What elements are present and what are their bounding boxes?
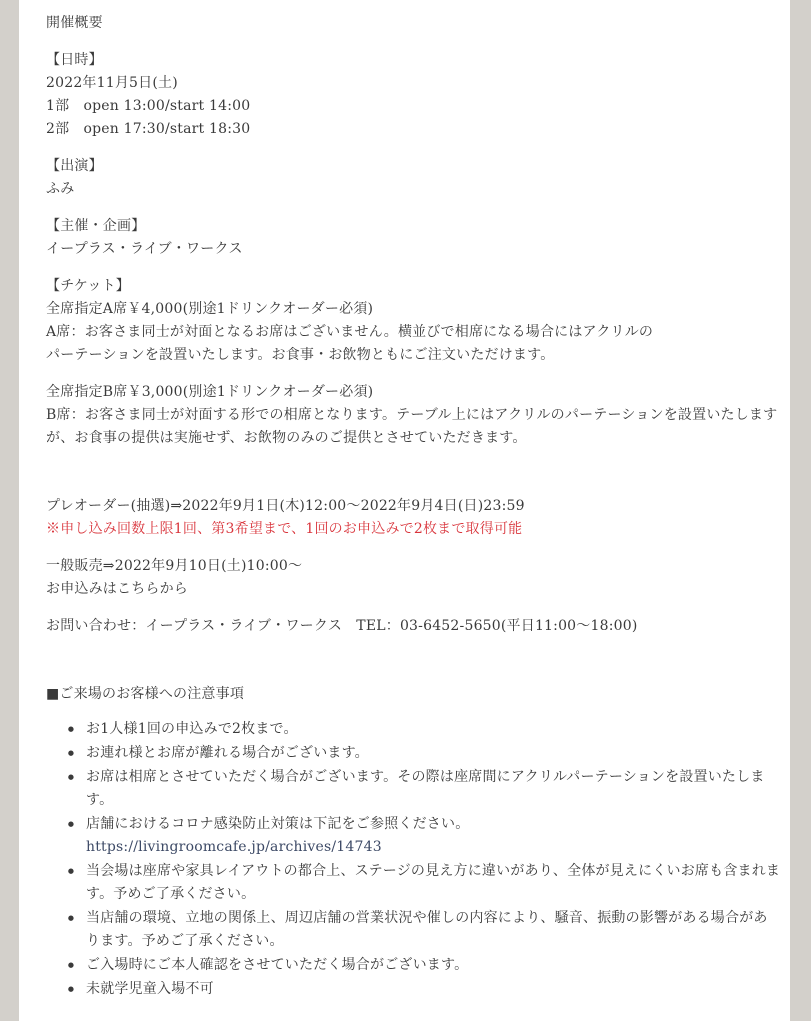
- organizer-name: イープラス・ライブ・ワークス: [46, 241, 243, 257]
- bullet-icon: ●: [67, 867, 75, 875]
- event-overview: [46, 12, 781, 1002]
- note-text: ご入場時にご本人確認をさせていただく場合がございます。: [86, 957, 469, 973]
- note-text: 当店舗の環境、立地の関係上、周辺店舗の営業状況や催しの内容により、騒音、振動の影響がある場合があります。予めご了承ください。: [86, 910, 768, 949]
- bullet-icon: ●: [67, 749, 75, 757]
- seat-b-note: B席：お客さま同士が対面する形での相席となります。テーブル上にはアクリルのパーテーションを設置いたしますが、お食事の提供は実施せず、お飲物のみのご提供とさせていただきます。: [46, 407, 778, 446]
- bullet-icon: ●: [67, 914, 75, 922]
- bullet-icon: ●: [67, 961, 75, 969]
- list-item: [67, 860, 781, 906]
- bullet-icon: ●: [67, 725, 75, 733]
- general-sale: 一般販売⇒2022年9月10日(土)10:00〜: [46, 558, 303, 574]
- list-item: [67, 718, 781, 741]
- contact-info: お問い合わせ：イープラス・ライブ・ワークス TEL：03-6452-5650(平日11:00〜18:00): [46, 618, 638, 634]
- cast-heading: 【出演】: [46, 158, 103, 174]
- notes-heading: ■ご来場のお客様への注意事項: [46, 686, 245, 702]
- part2-time: 2部 open 17:30/start 18:30: [46, 121, 251, 137]
- bullet-icon: ●: [67, 985, 75, 993]
- bullet-icon: ●: [67, 820, 75, 828]
- preorder-period: プレオーダー(抽選)⇒2022年9月1日(木)12:00〜2022年9月4日(日)23:59: [46, 498, 525, 514]
- list-item: [67, 907, 781, 953]
- ticket-heading: 【チケット】: [46, 278, 130, 294]
- preorder-note: ※申し込み回数上限1回、第3希望まで、1回のお申込みで2枚まで取得可能: [46, 521, 523, 537]
- note-text: 当会場は座席や家具レイアウトの都合上、ステージの見え方に違いがあり、全体が見えにくいお席も含まれます。予めご了承ください。: [86, 863, 781, 902]
- covid-policy-link[interactable]: https://livingroomcafe.jp/archives/14743: [86, 839, 382, 855]
- note-text: お席は相席とさせていただく場合がございます。その際は座席間にアクリルパーテーションを設置いたします。: [86, 769, 765, 808]
- notes-list: [46, 718, 781, 1001]
- note-text: 店舗におけるコロナ感染防止対策は下記をご参照ください。: [86, 816, 470, 832]
- part1-time: 1部 open 13:00/start 14:00: [46, 98, 251, 114]
- date-heading: 【日時】: [46, 52, 103, 68]
- section-title: 開催概要: [46, 15, 103, 31]
- note-text: 未就学児童入場不可: [86, 981, 214, 997]
- list-item: [67, 954, 781, 977]
- list-item: [67, 742, 781, 765]
- event-date: 2022年11月5日(土): [46, 75, 178, 91]
- note-text: お1人様1回の申込みで2枚まで。: [86, 721, 298, 737]
- content-panel: [19, 0, 790, 1021]
- list-item: [67, 978, 781, 1001]
- note-text: お連れ様とお席が離れる場合がございます。: [86, 745, 369, 761]
- apply-link[interactable]: お申込みはこちらから: [46, 581, 188, 597]
- cast-name: ふみ: [46, 181, 75, 197]
- seat-a-note-line2: パーテーションを設置いたします。お食事・お飲物ともにご注文いただけます。: [46, 347, 555, 363]
- list-item: [67, 766, 781, 812]
- bullet-icon: ●: [67, 773, 75, 781]
- right-margin: [790, 0, 811, 1021]
- organizer-heading: 【主催・企画】: [46, 218, 146, 234]
- list-item: [67, 813, 781, 859]
- seat-a-note-line1: A席：お客さま同士が対面となるお席はございません。横並びで相席になる場合にはアクリルの: [46, 324, 654, 340]
- seat-a-price: 全席指定A席￥4,000(別途1ドリンクオーダー必須): [46, 301, 374, 317]
- seat-b-price: 全席指定B席￥3,000(別途1ドリンクオーダー必須): [46, 384, 374, 400]
